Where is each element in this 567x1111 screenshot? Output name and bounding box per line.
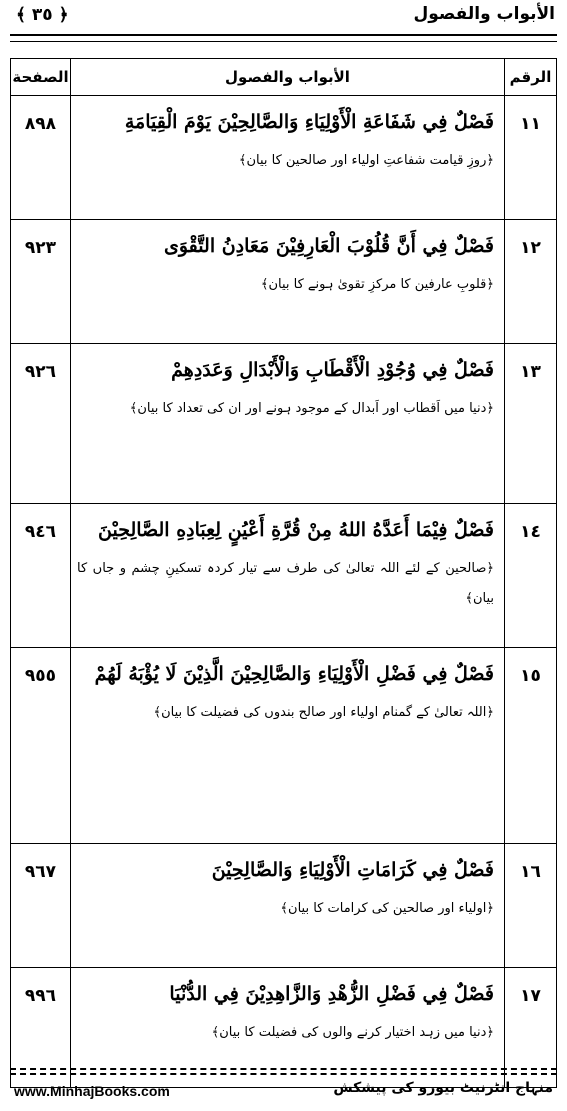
entry-cell (71, 344, 505, 504)
page-ref: ٩٢٣ (11, 220, 71, 344)
entry-number: ١٧ (505, 968, 557, 1088)
page-ref: ٩٩٦ (11, 968, 71, 1088)
urdu-description: ﴿قلوبِ عارفین کا مرکزِ تقویٰ ہونے کا بیان﴾ (260, 277, 494, 292)
entry-cell (71, 96, 505, 220)
table-row[interactable] (11, 504, 557, 648)
entry-number: ١٢ (505, 220, 557, 344)
column-header-chapters: الأبواب والفصول (71, 59, 505, 96)
book-section-title: الأبواب والفصول (413, 4, 555, 24)
footer-divider-bottom (10, 1073, 557, 1075)
urdu-description: ﴿دنیا میں اَقطاب اور اَبدال کے موجود ہونے اور ان کی تعداد کا بیان﴾ (129, 401, 494, 416)
entry-cell (71, 504, 505, 648)
column-header-number: الرقم (505, 59, 557, 96)
entry-number: ١٣ (505, 344, 557, 504)
table-row[interactable] (11, 96, 557, 220)
table-row[interactable] (11, 344, 557, 504)
table-of-contents (10, 58, 557, 1088)
entry-cell (71, 220, 505, 344)
arabic-chapter-title: فَصْلٌ فِي وُجُوْدِ الْأَقْطَابِ وَالْأَبْدَالِ وَعَدَدِهِمْ (171, 359, 494, 381)
entry-number: ١٥ (505, 648, 557, 844)
urdu-description: ﴿اللہ تعالیٰ کے گمنام اولیاء اور صالح بندوں کی فضیلت کا بیان﴾ (153, 705, 494, 720)
arabic-chapter-title: فَصْلٌ فِي كَرَامَاتِ الْأَوْلِيَاءِ وَالصَّالِحِيْنَ (211, 859, 494, 881)
arabic-chapter-title: فَصْلٌ فِي شَفَاعَةِ الْأَوْلِيَاءِ وَالصَّالِحِيْنَ يَوْمَ الْقِيَامَةِ (124, 111, 494, 133)
table-row[interactable] (11, 844, 557, 968)
urdu-description: ﴿دنیا میں زہد اختیار کرنے والوں کی فضیلت کا بیان﴾ (211, 1025, 494, 1040)
arabic-chapter-title: فَصْلٌ فِي فَضْلِ الْأَوْلِيَاءِ وَالصَّالِحِيْنَ الَّذِيْنَ لَا يُؤْبَهُ لَهُمْ (94, 663, 494, 685)
page-header (0, 0, 567, 32)
page-ref: ٩٥٥ (11, 648, 71, 844)
table-row[interactable] (11, 220, 557, 344)
entry-cell (71, 648, 505, 844)
footer-divider-top (10, 1068, 557, 1070)
table-row[interactable] (11, 648, 557, 844)
entry-number: ١٤ (505, 504, 557, 648)
arabic-chapter-title: فَصْلٌ فِي أَنَّ قُلُوْبَ الْعَارِفِيْنَ مَعَادِنُ التَّقْوَى (164, 235, 494, 257)
publisher-credit: منہاج انٹرنیٹ بیورو کی پیشکش (333, 1080, 553, 1096)
column-header-page: الصفحة (11, 59, 71, 96)
entry-number: ١١ (505, 96, 557, 220)
header-divider (10, 34, 557, 42)
entry-cell (71, 844, 505, 968)
page-ref: ٨٩٨ (11, 96, 71, 220)
urdu-description: ﴿اولیاء اور صالحین کی کرامات کا بیان﴾ (280, 901, 494, 916)
arabic-chapter-title: فَصْلٌ فِي فَضْلِ الزُّهْدِ وَالزَّاهِدِيْنَ فِي الدُّنْيَا (169, 983, 494, 1005)
page-number: ﴾ ٣٥ ﴿ (16, 5, 69, 25)
page-ref: ٩٢٦ (11, 344, 71, 504)
urdu-description: ﴿صالحین کے لئے اللہ تعالیٰ کی طرف سے تیار کردہ تسکینِ چشم و جاں کا بیان﴾ (77, 561, 494, 606)
table-header-row (11, 59, 557, 96)
entry-number: ١٦ (505, 844, 557, 968)
website-link[interactable]: www.MinhajBooks.com (14, 1083, 170, 1099)
urdu-description: ﴿روزِ قیامت شفاعتِ اولیاء اور صالحین کا بیان﴾ (238, 153, 494, 168)
arabic-chapter-title: فَصْلٌ فِيْمَا أَعَدَّهُ اللهُ مِنْ قُرَّةِ أَعْيُنٍ لِعِبَادِهِ الصَّالِحِيْنَ (98, 519, 494, 541)
page-ref: ٩٤٦ (11, 504, 71, 648)
page-ref: ٩٦٧ (11, 844, 71, 968)
